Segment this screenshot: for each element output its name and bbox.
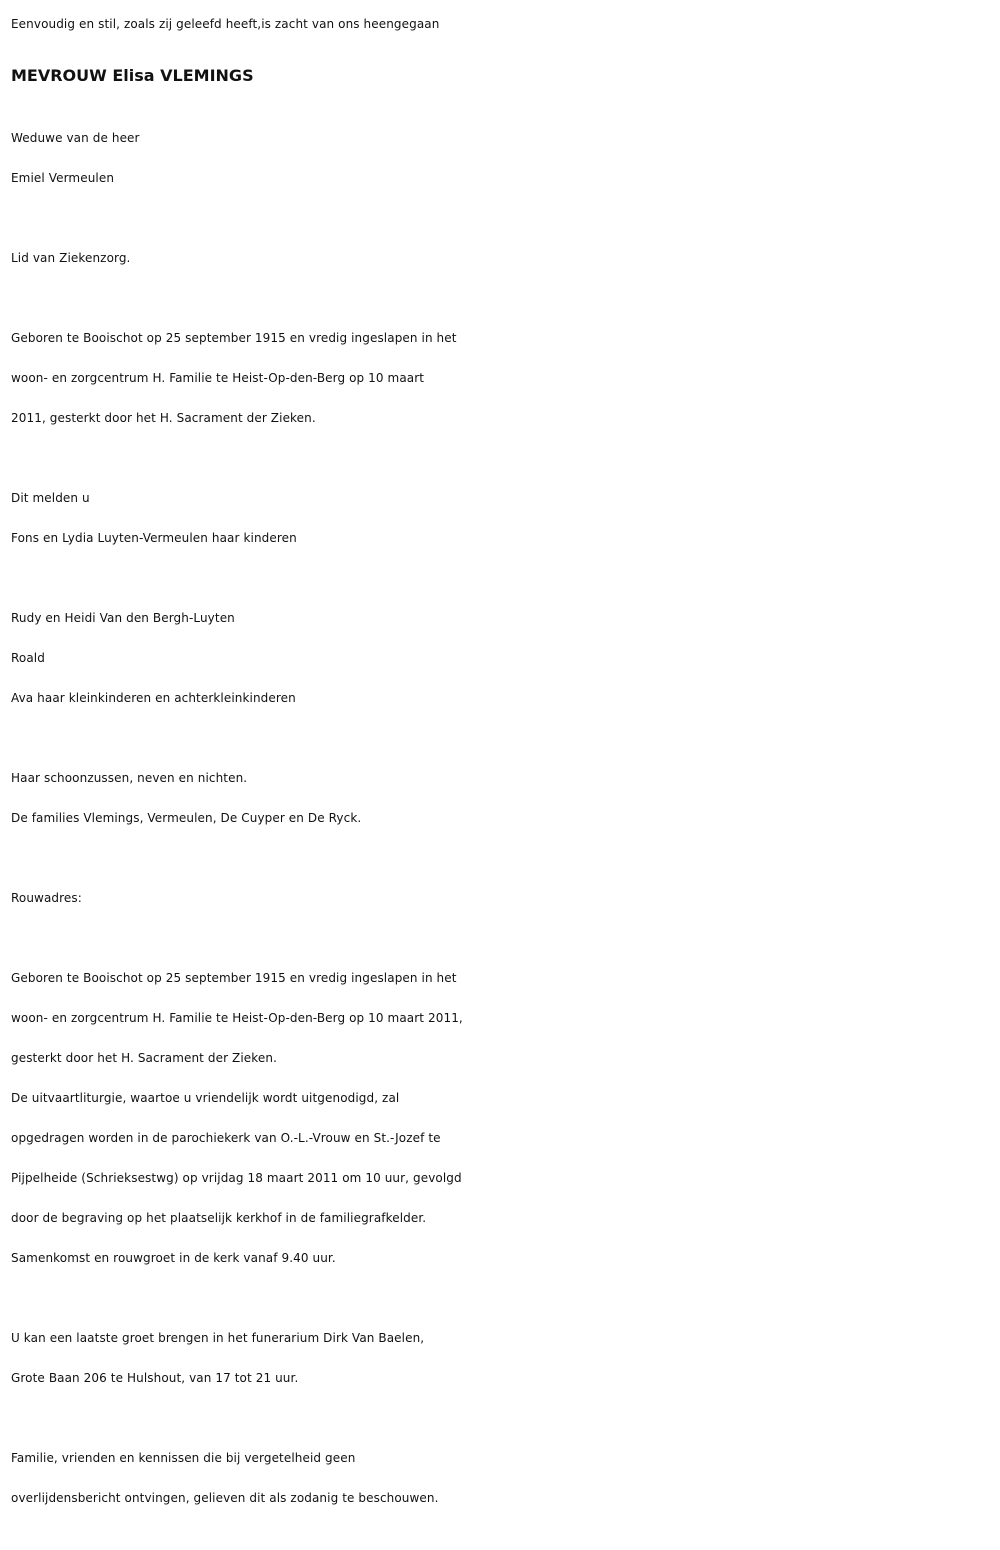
spacer xyxy=(11,198,996,238)
spacer xyxy=(11,1278,996,1318)
widow-line-2: Emiel Vermeulen xyxy=(11,171,115,185)
funeral-line-8: Samenkomst en rouwgroet in de kerk vanaf 9.40 uur. xyxy=(11,1251,336,1265)
funeral-line-5: opgedragen worden in de parochiekerk van O.-L.-Vrouw en St.-Jozef te xyxy=(11,1131,441,1145)
funeral-line-2: woon- en zorgcentrum H. Familie te Heist-Op-den-Berg op 10 maart 2011, xyxy=(11,1011,463,1025)
deceased-name: MEVROUW Elisa VLEMINGS xyxy=(11,66,254,85)
spacer xyxy=(11,918,996,958)
birth-line-3: 2011, gesterkt door het H. Sacrament der Zieken. xyxy=(11,411,316,425)
funeral-line-7: door de begraving op het plaatselijk kerkhof in de familiegrafkelder. xyxy=(11,1211,427,1225)
grandchildren-line-2: Roald xyxy=(11,651,45,665)
funeral-line-1: Geboren te Booischot op 25 september 1915 en vredig ingeslapen in het xyxy=(11,971,457,985)
death-notice xyxy=(11,4,996,1518)
title-block xyxy=(11,44,996,118)
closing-line-1: Familie, vrienden en kennissen die bij vergetelheid geen xyxy=(11,1451,356,1465)
grandchildren-line-3: Ava haar kleinkinderen en achterkleinkinderen xyxy=(11,691,296,705)
grandchildren-line-1: Rudy en Heidi Van den Bergh-Luyten xyxy=(11,611,235,625)
funeral-line-6: Pijpelheide (Schrieksestwg) op vrijdag 18 maart 2011 om 10 uur, gevolgd xyxy=(11,1171,462,1185)
funeral-line-4: De uitvaartliturgie, waartoe u vriendelijk wordt uitgenodigd, zal xyxy=(11,1091,400,1105)
spacer xyxy=(11,718,996,758)
spacer xyxy=(11,1398,996,1438)
announcer-line-2: Fons en Lydia Luyten-Vermeulen haar kinderen xyxy=(11,531,297,545)
spacer xyxy=(11,438,996,478)
intro-text: Eenvoudig en stil, zoals zij geleefd heeft,is zacht van ons heengegaan xyxy=(11,17,440,31)
spacer xyxy=(11,838,996,878)
relatives-line-2: De families Vlemings, Vermeulen, De Cuyper en De Ryck. xyxy=(11,811,362,825)
closing-line-2: overlijdensbericht ontvingen, gelieven dit als zodanig te beschouwen. xyxy=(11,1491,439,1505)
visitation-line-2: Grote Baan 206 te Hulshout, van 17 tot 21 uur. xyxy=(11,1371,299,1385)
address-label: Rouwadres: xyxy=(11,891,82,905)
birth-line-1: Geboren te Booischot op 25 september 1915 en vredig ingeslapen in het xyxy=(11,331,457,345)
membership-line: Lid van Ziekenzorg. xyxy=(11,251,131,265)
spacer xyxy=(11,558,996,598)
funeral-line-3: gesterkt door het H. Sacrament der Zieken. xyxy=(11,1051,278,1065)
spacer xyxy=(11,278,996,318)
birth-line-2: woon- en zorgcentrum H. Familie te Heist-Op-den-Berg op 10 maart xyxy=(11,371,425,385)
announcer-line-1: Dit melden u xyxy=(11,491,90,505)
widow-line-1: Weduwe van de heer xyxy=(11,131,140,145)
relatives-line-1: Haar schoonzussen, neven en nichten. xyxy=(11,771,248,785)
visitation-line-1: U kan een laatste groet brengen in het funerarium Dirk Van Baelen, xyxy=(11,1331,425,1345)
